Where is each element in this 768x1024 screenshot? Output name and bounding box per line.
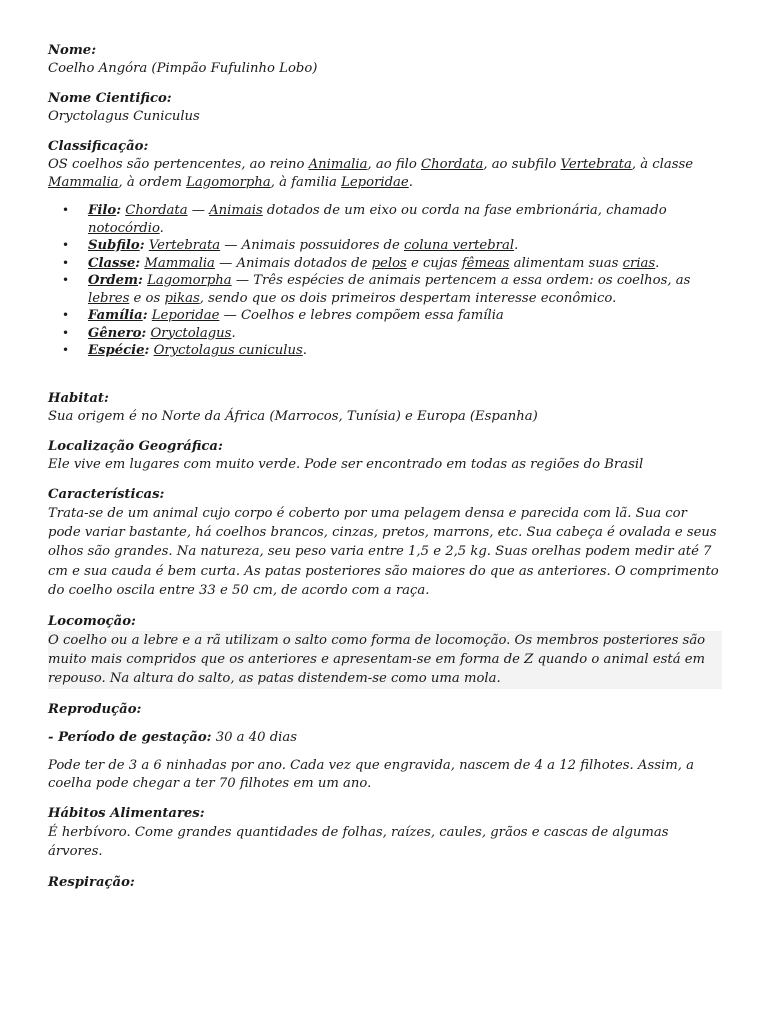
list-item-familia: • Família: Leporidae — Coelhos e lebres compõem essa família: [62, 308, 504, 323]
bullet-icon: •: [62, 203, 70, 217]
list-item-especie: • Espécie: Oryctolagus cuniculus.: [62, 343, 307, 358]
locomocao-value: O coelho ou a lebre e a rã utilizam o salto como forma de locomoção. Os membros posteriores são muito mais compridos que os anteriores e apresentam-se em forma de Z quando o animal está em repouso. Na altura do salto, as patas distendem-se como uma mola.: [48, 631, 722, 689]
bullet-icon: •: [62, 238, 70, 252]
list-item-classe: • Classe: Mammalia — Animais dotados de pelos e cujas fêmeas alimentam suas crias.: [62, 255, 660, 271]
link-leporidae[interactable]: Leporidae: [341, 175, 409, 190]
gestacao-value: 30 a 40 dias: [211, 729, 297, 745]
link-mammalia-item[interactable]: Mammalia: [144, 255, 215, 271]
section-habitos: [48, 805, 722, 862]
nome-value: Coelho Angóra (Pimpão Fufulinho Lobo): [48, 61, 318, 76]
link-pikas[interactable]: pikas: [164, 290, 200, 306]
gestacao-label: - Período de gestação:: [48, 729, 212, 745]
caracteristicas-label: Características:: [48, 486, 165, 502]
link-leporidae-item[interactable]: Leporidae: [151, 308, 220, 323]
classificacao-intro: OS coelhos são pertencentes, ao reino Animalia, ao filo Chordata, ao subfilo Vertebrata, à classe Mammalia, à ordem Lagomorpha, à familia Leporidae.: [48, 157, 694, 190]
section-habitat: [48, 390, 722, 426]
habitat-label: Habitat:: [48, 390, 109, 406]
caracteristicas-value: Trata-se de um animal cujo corpo é coberto por uma pelagem densa e parecida com lã. Sua cor pode variar bastante, há coelhos brancos, cinzas, pretos, marrons, etc. Sua cabeça é ovalada e seus olhos são grandes. Na natureza, seu peso varia entre 1,5 e 2,5 kg. Suas orelhas podem medir até 7 cm e sua cauda é bem curta. As patas posteriores são maiores do que as anteriores. O comprimento do coelho oscila entre 33 e 50 cm, de acordo com a raça.: [48, 505, 719, 599]
link-pelos[interactable]: pelos: [371, 255, 407, 271]
link-lagomorpha[interactable]: Lagomorpha: [186, 175, 271, 190]
reproducao-text: Pode ter de 3 a 6 ninhadas por ano. Cada vez que engravida, nascem de 4 a 12 filhotes. Assim, a coelha pode chegar a ter 70 filhotes em um ano.: [48, 757, 694, 791]
habitos-label: Hábitos Alimentares:: [48, 805, 205, 821]
link-coluna-vertebral[interactable]: coluna vertebral: [403, 238, 515, 253]
bullet-icon: •: [62, 308, 70, 322]
section-reproducao: [48, 701, 722, 793]
nome-label: Nome:: [48, 43, 97, 58]
bullet-icon: •: [62, 255, 70, 270]
localizacao-label: Localização Geográfica:: [48, 438, 223, 454]
section-respiracao: [48, 874, 722, 892]
link-chordata-item[interactable]: Chordata: [125, 203, 188, 218]
reproducao-label: Reprodução:: [48, 701, 142, 717]
link-lebres[interactable]: lebres: [88, 290, 130, 306]
nome-cientifico-label: Nome Cientifico:: [48, 91, 172, 106]
bullet-icon: •: [62, 325, 70, 340]
link-notocordio[interactable]: notocórdio: [88, 220, 160, 236]
section-localizacao: [48, 438, 722, 474]
bullet-icon: •: [62, 343, 70, 357]
localizacao-value: Ele vive em lugares com muito verde. Pode ser encontrado em todas as regiões do Brasil: [48, 456, 644, 472]
link-femeas[interactable]: fêmeas: [461, 255, 510, 271]
list-item-filo: • Filo: Chordata — Animais dotados de um eixo ou corda na fase embrionária, chamado notocórdio.: [62, 203, 667, 236]
link-crias[interactable]: crias: [622, 255, 656, 271]
list-item-subfilo: • Subfilo: Vertebrata — Animais possuidores de coluna vertebral.: [62, 238, 519, 253]
link-oryctolagus-cuniculus[interactable]: Oryctolagus cuniculus: [153, 343, 303, 358]
gestacao-row: [48, 729, 722, 747]
bullet-icon: •: [62, 273, 70, 287]
section-nome-cientifico: [48, 90, 722, 126]
link-lagomorpha-item[interactable]: Lagomorpha: [147, 273, 232, 288]
link-animais[interactable]: Animais: [209, 203, 263, 218]
section-classificacao: [48, 138, 722, 360]
section-nome: [48, 42, 722, 78]
link-chordata[interactable]: Chordata: [421, 157, 484, 172]
list-item-ordem: • Ordem: Lagomorpha — Três espécies de animais pertencem a essa ordem: os coelhos, as lebres e os pikas, sendo que os dois primeiros despertam interesse econômico.: [62, 273, 691, 306]
list-item-genero: • Gênero: Oryctolagus.: [62, 325, 236, 341]
locomocao-label: Locomoção:: [48, 613, 136, 629]
link-vertebrata[interactable]: Vertebrata: [560, 157, 632, 172]
taxonomy-list: [48, 202, 722, 360]
section-caracteristicas: [48, 486, 722, 601]
habitat-value: Sua origem é no Norte da África (Marrocos, Tunísia) e Europa (Espanha): [48, 408, 538, 424]
link-oryctolagus[interactable]: Oryctolagus: [150, 325, 232, 341]
respiracao-label: Respiração:: [48, 874, 135, 890]
habitos-value: É herbívoro. Come grandes quantidades de folhas, raízes, caules, grãos e cascas de algumas árvores.: [48, 824, 669, 860]
classificacao-label: Classificação:: [48, 139, 149, 154]
link-mammalia[interactable]: Mammalia: [48, 175, 119, 190]
section-locomocao: [48, 613, 722, 689]
link-vertebrata-item[interactable]: Vertebrata: [148, 238, 221, 253]
nome-cientifico-value: Oryctolagus Cuniculus: [48, 109, 200, 124]
link-animalia[interactable]: Animalia: [308, 157, 368, 172]
